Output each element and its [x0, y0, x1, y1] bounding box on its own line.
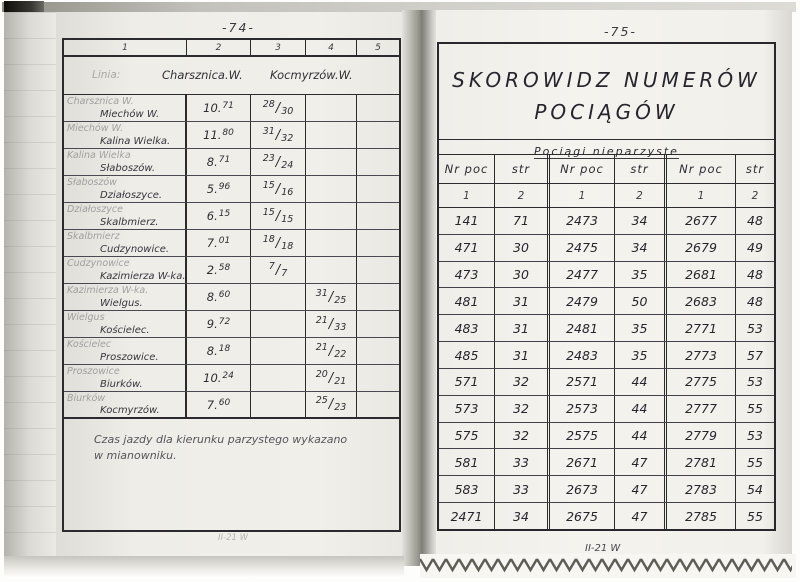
time-fraction-cell-col3 [251, 95, 306, 121]
train-number-cell: 2781 [667, 449, 736, 475]
train-number-cell: 2673 [550, 476, 615, 502]
page-ref-cell: 48 [747, 293, 763, 309]
fraction-slash: / [328, 397, 334, 412]
distance-int: 10. [203, 101, 222, 115]
time-fraction-cell-col3 [251, 338, 306, 364]
distance-cell [187, 365, 251, 391]
fraction-numerator: 23 [262, 152, 275, 164]
station-pair-cell [64, 95, 187, 121]
time-fraction-cell-col3 [251, 365, 306, 391]
train-number-cell: 485 [439, 342, 495, 368]
fraction-slash: / [275, 154, 281, 170]
distance-cell [187, 122, 251, 148]
train-number-cell: 2473 [550, 208, 615, 234]
index-subheader: 2 [615, 184, 667, 207]
index-column-header: Nr poc [667, 155, 736, 183]
distance-dec: 58 [218, 263, 231, 273]
line-row [64, 57, 399, 95]
table-row [64, 392, 399, 419]
time-fraction-cell-col3 [251, 203, 306, 229]
table-row [64, 203, 399, 230]
page-number-left: -74- [222, 20, 255, 35]
distance-dec: 60 [218, 397, 231, 408]
time-fraction-cell-col3 [251, 230, 306, 256]
fraction-numerator: 28 [262, 98, 275, 110]
train-number-cell: 2681 [667, 262, 736, 288]
fraction-numerator: 25 [315, 395, 328, 406]
page-ref-cell: 33 [495, 476, 550, 502]
station-pair-cell [64, 392, 187, 417]
train-number-cell: 2779 [667, 423, 736, 449]
station-pair-cell [64, 176, 187, 202]
timetable-table [62, 38, 401, 532]
page-ref-cell: 31 [495, 342, 550, 368]
stamp-right: II-21 W [585, 543, 621, 554]
fraction-denominator: 33 [334, 321, 347, 333]
distance-int: 5. [206, 182, 218, 196]
bottom-page-edge-left [4, 556, 404, 578]
page-ref-cell: 57 [747, 347, 763, 363]
table-row [439, 342, 774, 369]
page-ref-cell: 53 [747, 320, 763, 336]
table-row [439, 423, 774, 450]
empty-cell [357, 122, 399, 148]
station-to: Skalbmierz. [100, 217, 159, 228]
footnote-line1: Czas jazdy dla kierunku parzystego wykazano [94, 433, 348, 446]
table-row [64, 338, 399, 365]
time-fraction-cell-col4 [306, 365, 357, 391]
page-ref-cell: 33 [495, 449, 550, 475]
station-to: Działoszyce. [100, 190, 163, 201]
index-subheader-row [439, 184, 774, 208]
page-ref-cell: 32 [495, 369, 550, 395]
table-row [64, 365, 399, 392]
station-to: Kalina Wielka. [100, 136, 171, 147]
station-pair-cell [64, 338, 187, 364]
distance-cell [187, 95, 251, 121]
train-number-cell: 2683 [667, 288, 736, 314]
empty-cell [357, 392, 399, 417]
fraction-slash: / [328, 316, 334, 332]
station-from: Kazimierza W-ka. [67, 285, 149, 296]
page-ref-cell: 32 [495, 423, 550, 449]
fraction-denominator: 22 [334, 348, 347, 360]
empty-cell [357, 311, 399, 337]
fraction-denominator: 30 [281, 105, 294, 117]
timetable-header-row [64, 40, 399, 57]
stamp-left: II-21 W [218, 533, 249, 543]
distance-cell [187, 257, 251, 283]
station-to: Cudzynowice. [100, 244, 170, 255]
fraction-slash: / [275, 262, 281, 278]
page-ref-cell: 44 [615, 369, 667, 395]
station-pair-cell [64, 230, 187, 256]
table-row [64, 230, 399, 257]
train-number-cell: 2573 [550, 396, 615, 422]
index-title-line1: SKOROWIDZ NUMERÓW [452, 68, 761, 92]
footnote [94, 432, 347, 464]
station-from: Proszowice [67, 366, 120, 377]
page-ref-cell: 49 [747, 240, 763, 256]
distance-int: 6. [206, 209, 218, 223]
station-pair-cell [64, 203, 187, 229]
distance-int: 8. [206, 155, 218, 169]
fraction-denominator: 16 [281, 186, 294, 198]
empty-cell [357, 203, 399, 229]
page-ref-cell: 55 [747, 454, 763, 470]
station-to: Proszowice. [100, 352, 159, 363]
train-number-cell: 2477 [550, 262, 615, 288]
time-fraction-cell-col3 [251, 176, 306, 202]
table-row [439, 503, 774, 529]
fraction-slash: / [328, 370, 334, 386]
distance-dec: 15 [218, 209, 231, 219]
timetable-rows [64, 95, 399, 419]
page-ref-cell: 47 [615, 503, 667, 529]
index-subheader: 1 [439, 184, 495, 207]
time-fraction-cell-col4 [306, 95, 357, 121]
train-number-cell: 2785 [667, 503, 736, 529]
index-subheader: 2 [495, 184, 550, 207]
page-edge-zigzag [420, 556, 792, 574]
station-to: Biurków. [100, 379, 143, 390]
empty-cell [357, 149, 399, 175]
column-header: 3 [251, 40, 306, 55]
page-ref-cell: 31 [495, 288, 550, 314]
table-row [439, 476, 774, 503]
train-number-cell: 575 [439, 423, 495, 449]
train-number-cell: 583 [439, 476, 495, 502]
time-fraction-cell-col4 [306, 284, 357, 310]
distance-dec: 71 [218, 155, 231, 165]
distance-int: 7. [206, 236, 218, 250]
distance-cell [187, 149, 251, 175]
fraction-slash: / [275, 235, 281, 251]
train-number-cell: 571 [439, 369, 495, 395]
train-number-cell: 483 [439, 315, 495, 341]
train-number-cell: 2475 [550, 235, 615, 261]
empty-cell [357, 176, 399, 202]
distance-int: 7. [206, 397, 218, 412]
distance-dec: 01 [218, 236, 231, 246]
time-fraction-cell-col4 [306, 122, 357, 148]
time-fraction-cell-col3 [251, 311, 306, 337]
index-subheader: 1 [550, 184, 615, 207]
page-ref-cell: 71 [495, 208, 550, 234]
station-pair-cell [64, 365, 187, 391]
station-from: Słaboszów [67, 177, 117, 188]
empty-cell [357, 338, 399, 364]
subtitle-row [439, 140, 774, 158]
fraction-numerator: 15 [262, 179, 275, 191]
empty-cell [357, 230, 399, 256]
train-number-cell: 2479 [550, 288, 615, 314]
table-row [439, 288, 774, 315]
train-number-cell: 2679 [667, 235, 736, 261]
fraction-slash: / [275, 100, 281, 116]
train-number-cell: 2483 [550, 342, 615, 368]
distance-int: 11. [203, 128, 222, 142]
time-fraction-cell-col4 [306, 230, 357, 256]
train-number-cell: 473 [439, 262, 495, 288]
page-ref-cell: 48 [747, 267, 763, 283]
page-ref-cell: 50 [615, 288, 667, 314]
train-number-cell: 2575 [550, 423, 615, 449]
column-header: 4 [306, 40, 357, 55]
index-column-header: str [495, 155, 550, 183]
empty-cell [357, 95, 399, 121]
table-row [64, 176, 399, 203]
line-label: Linia: [92, 69, 121, 81]
train-number-cell: 573 [439, 396, 495, 422]
time-fraction-cell-col4 [306, 392, 357, 417]
station-from: Wielgus [67, 312, 105, 323]
page-ref-cell: 35 [615, 342, 667, 368]
distance-cell [187, 230, 251, 256]
page-stack-edge [4, 12, 60, 564]
fraction-numerator: 18 [262, 233, 275, 245]
fraction-numerator: 31 [262, 125, 275, 137]
station-pair-cell [64, 122, 187, 148]
table-row [439, 396, 774, 423]
page-ref-cell: 34 [495, 503, 550, 529]
index-subheader: 2 [751, 189, 759, 202]
page-ref-cell: 54 [747, 481, 763, 497]
page-ref-cell: 47 [615, 449, 667, 475]
page-ref-cell: 31 [495, 315, 550, 341]
station-from: Skalbmierz [67, 231, 120, 242]
train-number-cell: 2777 [667, 396, 736, 422]
fraction-numerator: 21 [315, 341, 328, 353]
station-from: Cudzynowice [67, 258, 130, 269]
index-column-header: Nr poc [439, 155, 495, 183]
distance-dec: 71 [222, 101, 234, 111]
page-ref-cell: 55 [747, 508, 763, 524]
table-row [439, 208, 774, 235]
train-number-cell: 481 [439, 288, 495, 314]
table-row [439, 449, 774, 476]
table-row [64, 311, 399, 338]
empty-cell [357, 257, 399, 283]
column-header: 2 [187, 40, 251, 55]
station-pair-cell [64, 257, 187, 283]
empty-cell [357, 284, 399, 310]
fraction-slash: / [275, 181, 281, 197]
train-number-cell: 2481 [550, 315, 615, 341]
station-to: Słaboszów. [100, 163, 156, 174]
table-row [439, 235, 774, 262]
fraction-numerator: 7 [268, 260, 275, 272]
train-number-cell: 2783 [667, 476, 736, 502]
train-number-cell: 2771 [667, 315, 736, 341]
time-fraction-cell-col3 [251, 392, 306, 417]
table-row [439, 369, 774, 396]
distance-cell [187, 392, 251, 417]
index-subheader: 1 [667, 184, 736, 207]
time-fraction-cell-col3 [251, 257, 306, 283]
fraction-denominator: 21 [334, 375, 347, 387]
station-from: Miechów W. [67, 123, 124, 134]
station-to: Kazimierza W-ka. [100, 271, 186, 282]
distance-dec: 80 [222, 128, 234, 138]
page-ref-cell: 34 [615, 208, 667, 234]
distance-int: 10. [203, 371, 222, 385]
time-fraction-cell-col3 [251, 149, 306, 175]
page-ref-cell: 32 [495, 396, 550, 422]
page-number-right: -75- [604, 24, 637, 39]
index-rows [439, 208, 774, 529]
table-row [439, 262, 774, 289]
time-fraction-cell-col4 [306, 203, 357, 229]
fraction-denominator: 15 [281, 213, 294, 225]
fraction-denominator: 32 [281, 132, 294, 144]
page-ref-cell: 30 [495, 235, 550, 261]
station-from: Biurków [67, 393, 106, 404]
time-fraction-cell-col3 [251, 122, 306, 148]
time-fraction-cell-col3 [251, 284, 306, 310]
index-column-header: Nr poc [550, 155, 615, 183]
distance-dec: 24 [222, 371, 234, 381]
distance-dec: 18 [218, 344, 231, 354]
index-title-line2: POCIĄGÓW [534, 100, 679, 124]
fraction-slash: / [275, 127, 281, 143]
distance-cell [187, 338, 251, 364]
line-endpoint-1: Charsznica.W. [162, 68, 243, 82]
index-header-row [439, 155, 774, 184]
page-ref-cell: 55 [747, 401, 763, 417]
station-pair-cell [64, 149, 187, 175]
train-number-cell: 141 [439, 208, 495, 234]
time-fraction-cell-col4 [306, 149, 357, 175]
page-ref-cell: 48 [747, 213, 763, 229]
train-number-cell: 2775 [667, 369, 736, 395]
fraction-slash: / [328, 289, 334, 305]
table-row [439, 315, 774, 342]
column-header: 1 [64, 40, 187, 55]
distance-cell [187, 203, 251, 229]
station-to: Kocmyrzów. [100, 405, 160, 416]
train-number-cell: 2675 [550, 503, 615, 529]
page-ref-cell: 35 [615, 262, 667, 288]
distance-dec: 72 [218, 317, 231, 327]
time-fraction-cell-col4 [306, 257, 357, 283]
station-from: Działoszyce [67, 204, 123, 215]
page-ref-cell: 34 [615, 235, 667, 261]
fraction-numerator: 15 [262, 206, 275, 218]
station-from: Kalina Wielka [67, 150, 131, 161]
station-to: Wielgus. [100, 298, 143, 309]
station-pair-cell [64, 284, 187, 310]
page-ref-cell: 47 [615, 476, 667, 502]
station-from: Charsznica W. [67, 96, 134, 107]
distance-int: 8. [206, 344, 218, 358]
index-column-header: str [615, 155, 667, 183]
table-row [64, 149, 399, 176]
index-column-header: str [745, 162, 765, 176]
fraction-denominator: 25 [334, 294, 347, 306]
table-row [64, 284, 399, 311]
page-ref-cell: 44 [615, 396, 667, 422]
distance-cell [187, 311, 251, 337]
fraction-denominator: 24 [281, 159, 294, 171]
train-number-cell: 2471 [439, 503, 495, 529]
time-fraction-cell-col4 [306, 311, 357, 337]
time-fraction-cell-col4 [306, 176, 357, 202]
distance-int: 8. [206, 290, 218, 304]
fraction-numerator: 20 [315, 368, 328, 380]
station-from: Kościelec [67, 339, 112, 350]
book-gutter [402, 10, 438, 566]
table-row [64, 257, 399, 284]
train-index-table [437, 42, 776, 531]
table-row [64, 122, 399, 149]
line-endpoint-2: Kocmyrzów.W. [270, 68, 353, 82]
distance-dec: 96 [218, 182, 231, 192]
distance-int: 9. [206, 317, 218, 331]
page-ref-cell: 53 [747, 428, 763, 444]
column-header: 5 [375, 42, 381, 53]
station-to: Kościelec. [100, 325, 150, 336]
page-ref-cell: 35 [615, 315, 667, 341]
train-number-cell: 2677 [667, 208, 736, 234]
table-row [64, 95, 399, 122]
fraction-denominator: 23 [334, 402, 347, 413]
distance-int: 2. [206, 263, 218, 277]
distance-dec: 60 [218, 290, 231, 300]
fraction-numerator: 21 [315, 314, 328, 326]
empty-cell [357, 365, 399, 391]
page-ref-cell: 44 [615, 423, 667, 449]
train-number-cell: 2773 [667, 342, 736, 368]
fraction-slash: / [328, 343, 334, 359]
train-number-cell: 2571 [550, 369, 615, 395]
time-fraction-cell-col4 [306, 338, 357, 364]
distance-cell [187, 284, 251, 310]
train-number-cell: 581 [439, 449, 495, 475]
fraction-denominator: 18 [281, 240, 294, 252]
distance-cell [187, 176, 251, 202]
train-number-cell: 471 [439, 235, 495, 261]
station-to: Miechów W. [100, 109, 160, 120]
page-ref-cell: 30 [495, 262, 550, 288]
train-number-cell: 2671 [550, 449, 615, 475]
index-title-block [439, 44, 774, 140]
fraction-slash: / [275, 208, 281, 224]
subtitle-odd-trains: Pociągi nieparzyste [534, 145, 679, 158]
station-pair-cell [64, 311, 187, 337]
fraction-numerator: 31 [315, 287, 328, 299]
page-ref-cell: 53 [747, 374, 763, 390]
footnote-line2: w mianowniku. [94, 449, 177, 462]
fraction-denominator: 7 [281, 267, 288, 279]
